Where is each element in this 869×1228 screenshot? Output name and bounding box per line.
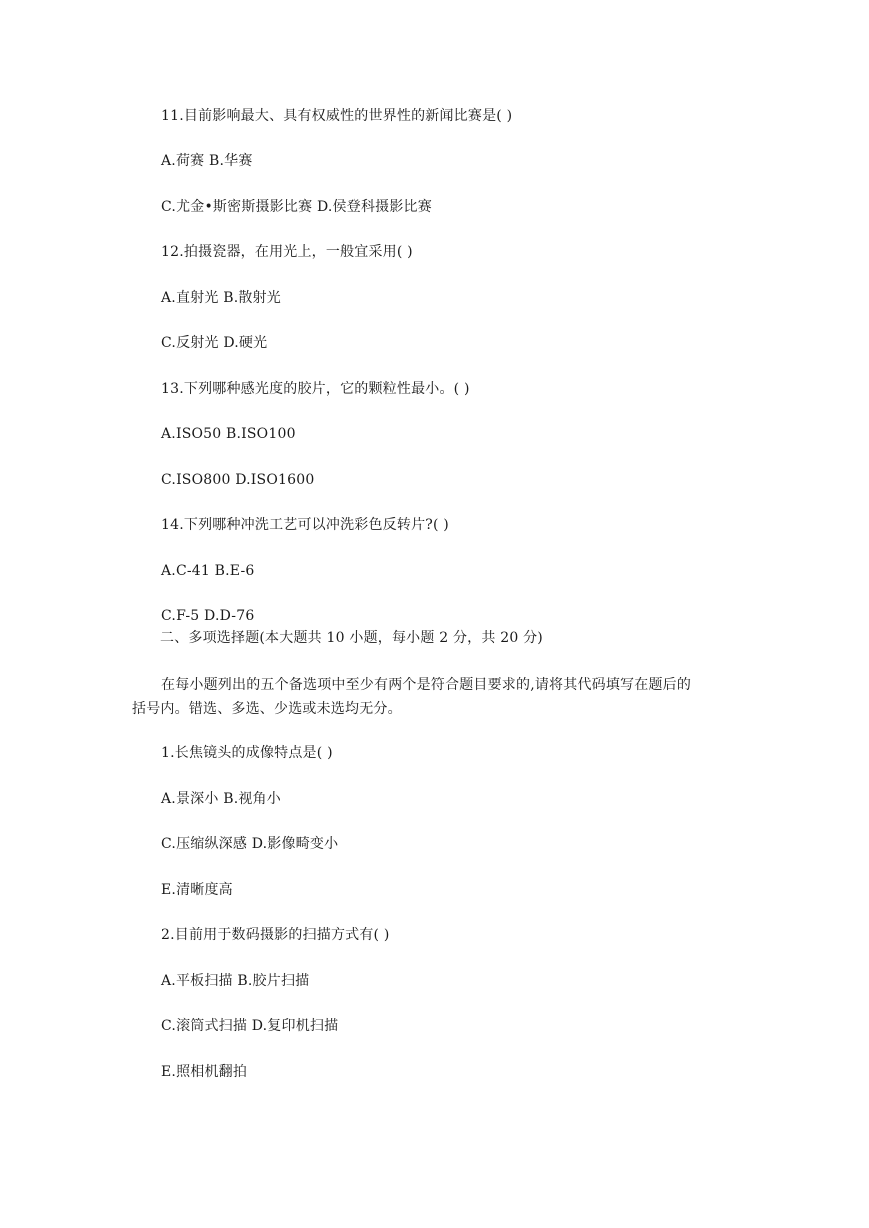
question-13: 13.下列哪种感光度的胶片，它的颗粒性最小。( ) (161, 381, 470, 397)
question-13-options-ab: A.ISO50 B.ISO100 (161, 426, 296, 442)
multi-question-2-options-cd: C.滚筒式扫描 D.复印机扫描 (161, 1018, 339, 1034)
multi-question-1: 1.长焦镜头的成像特点是( ) (161, 745, 333, 761)
instruction-line-1: 在每小题列出的五个备选项中至少有两个是符合题目要求的,请将其代码填写在题后的 (161, 677, 692, 693)
question-11-options-ab: A.荷赛 B.华赛 (161, 153, 253, 169)
multi-question-1-options-cd: C.压缩纵深感 D.影像畸变小 (161, 836, 339, 852)
multi-question-1-options-ab: A.景深小 B.视角小 (161, 791, 281, 807)
question-12: 12.拍摄瓷器，在用光上，一般宜采用( ) (161, 244, 413, 260)
question-14-options-ab: A.C-41 B.E-6 (161, 563, 255, 579)
section-heading-multiple-choice: 二、多项选择题(本大题共 10 小题，每小题 2 分，共 20 分) (160, 630, 543, 646)
question-14: 14.下列哪种冲洗工艺可以冲洗彩色反转片?( ) (161, 517, 449, 533)
question-13-options-cd: C.ISO800 D.ISO1600 (161, 472, 315, 488)
question-12-options-cd: C.反射光 D.硬光 (161, 335, 268, 351)
instruction-line-2: 括号内。错选、多选、少选或未选均无分。 (132, 701, 402, 717)
multi-question-1-option-e: E.清晰度高 (161, 882, 233, 898)
multi-question-2: 2.目前用于数码摄影的扫描方式有( ) (161, 927, 390, 943)
question-11-options-cd: C.尤金•斯密斯摄影比赛 D.侯登科摄影比赛 (161, 199, 432, 215)
multi-question-2-options-ab: A.平板扫描 B.胶片扫描 (161, 973, 310, 989)
question-12-options-ab: A.直射光 B.散射光 (161, 290, 281, 306)
question-14-options-cd: C.F-5 D.D-76 (161, 608, 255, 624)
question-11: 11.目前影响最大、具有权威性的世界性的新闻比赛是( ) (161, 108, 513, 124)
multi-question-2-option-e: E.照相机翻拍 (161, 1064, 248, 1080)
